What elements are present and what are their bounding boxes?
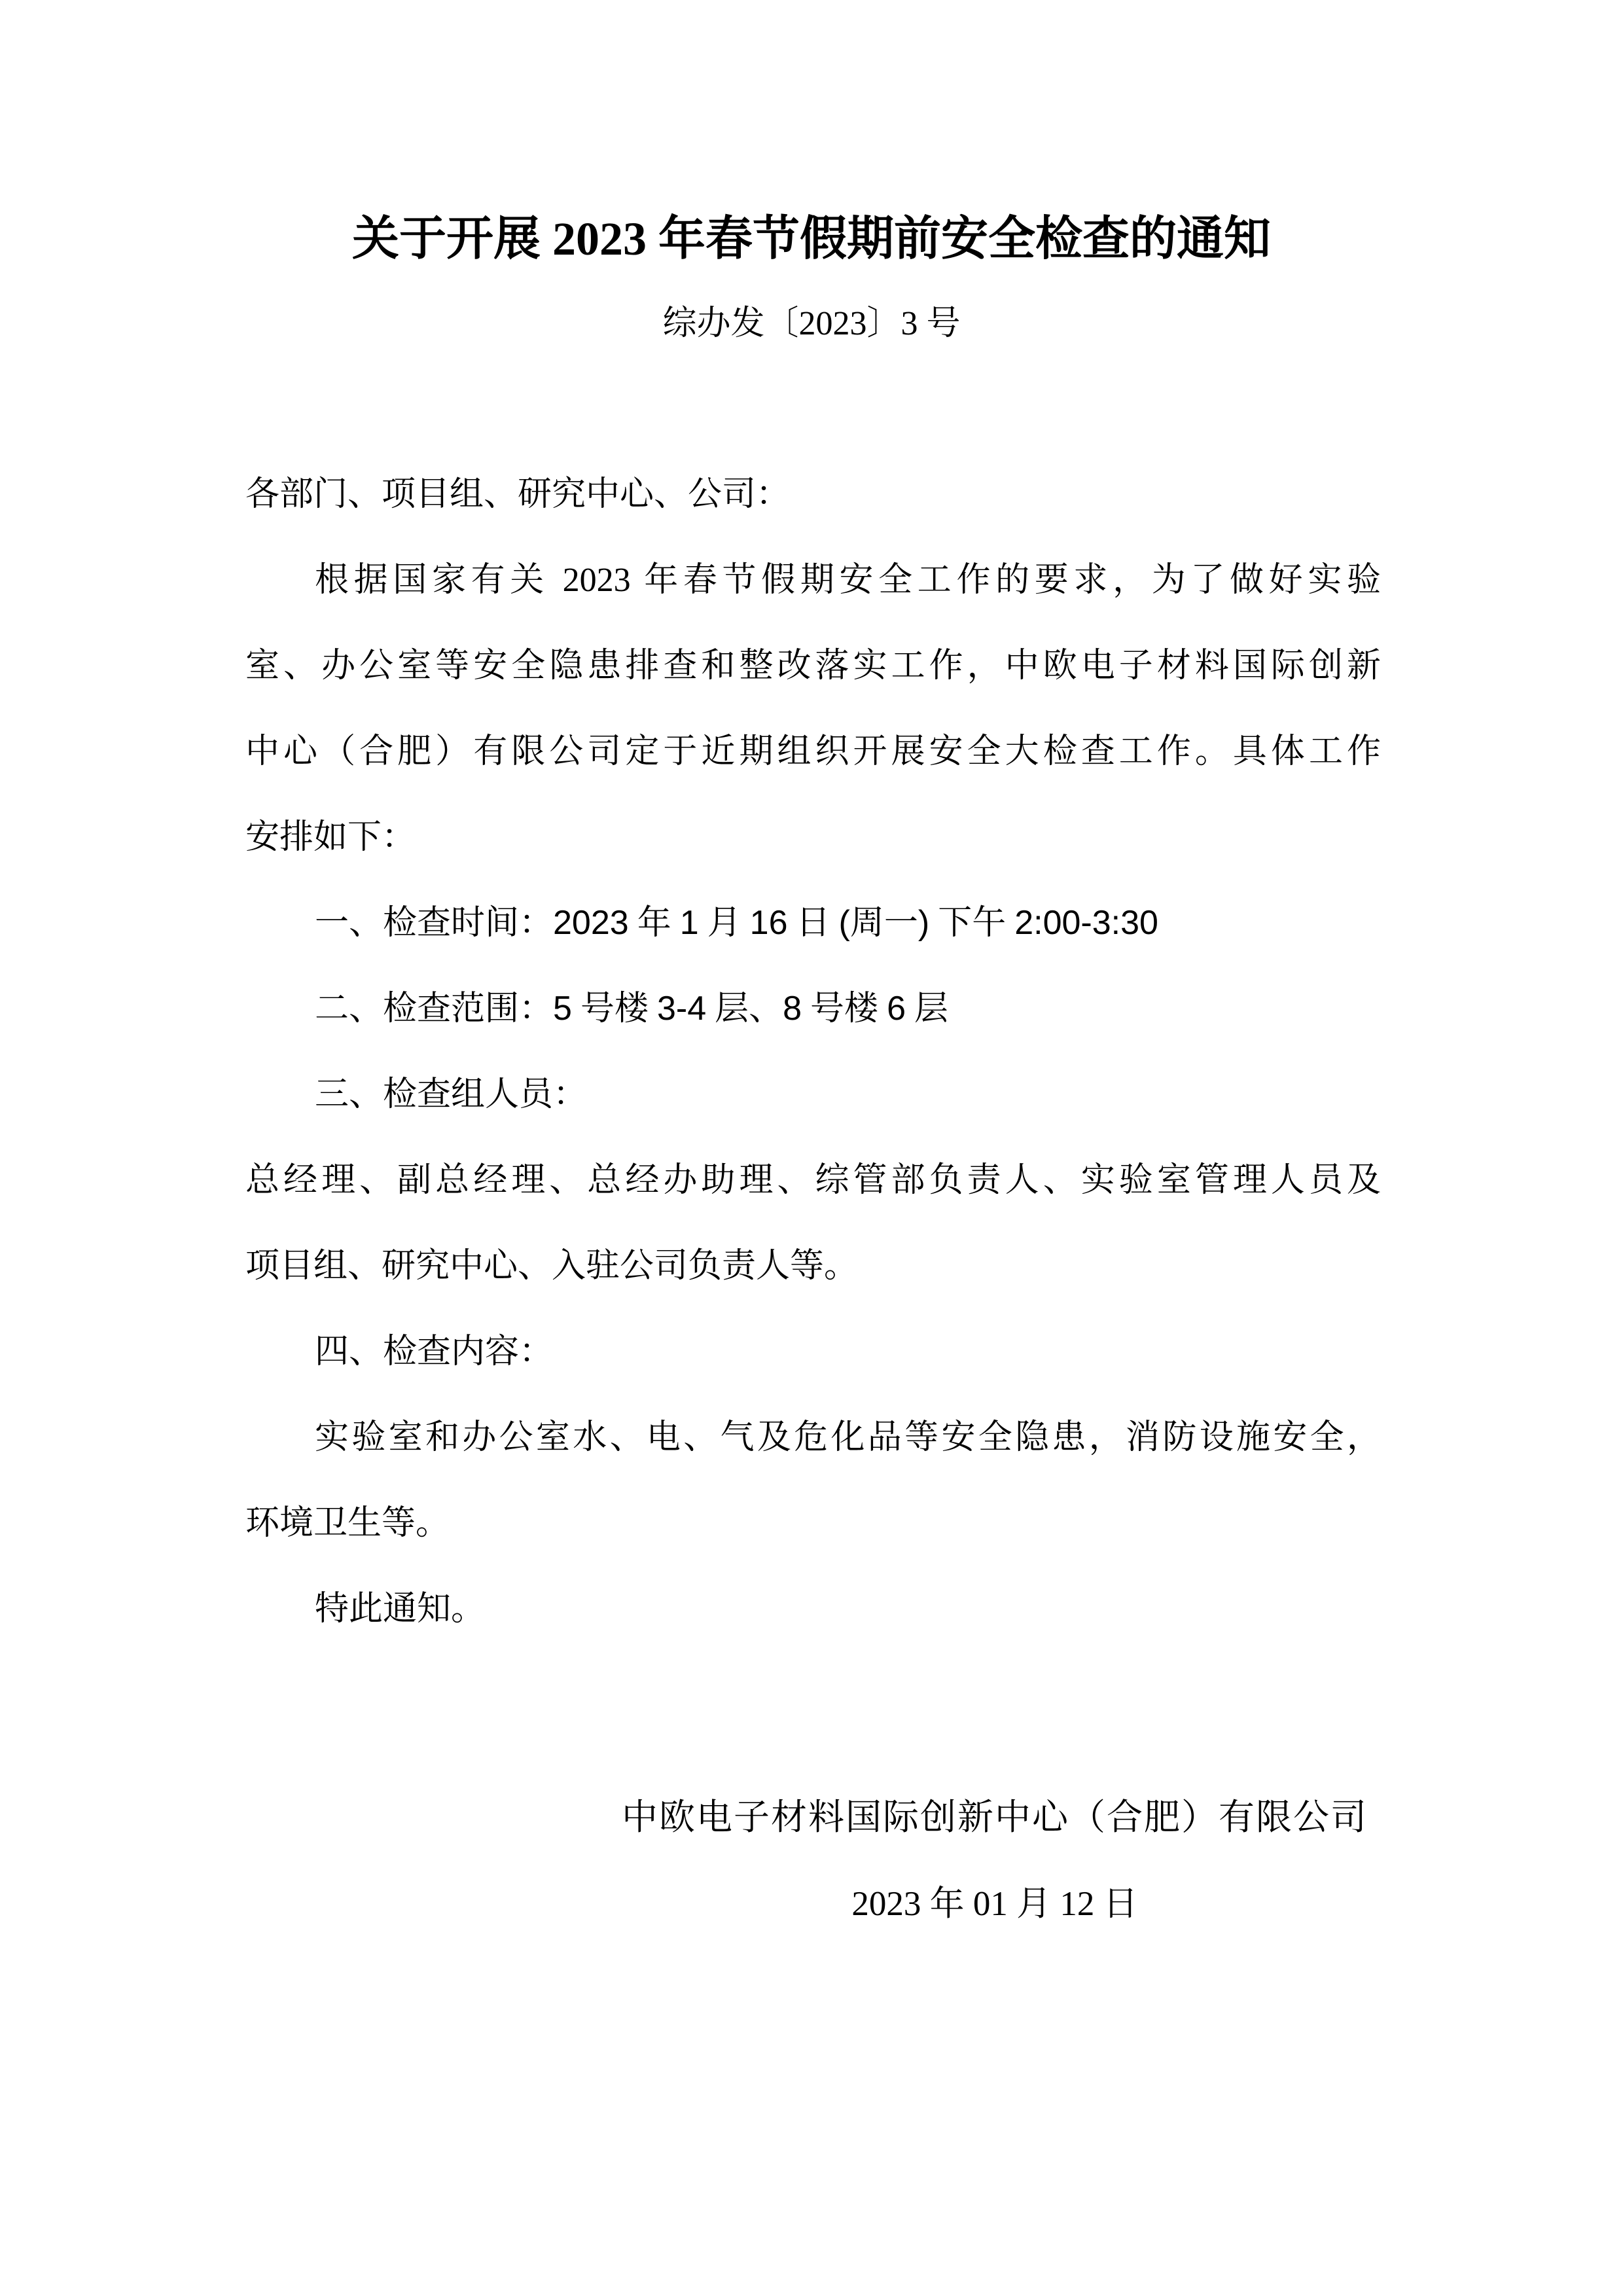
text-segment: 周一	[849, 905, 918, 942]
text-segment: 2023	[553, 904, 629, 942]
intro-paragraph-line-4: 安排如下：	[245, 819, 416, 856]
text-segment: )	[918, 904, 930, 942]
signature-date: 2023 年 01 月 12 日	[851, 1885, 1138, 1923]
text-segment: 6	[887, 990, 906, 1028]
text-segment: 2:00-3:30	[1014, 904, 1158, 942]
team-members-line-1: 总经理、副总经理、总经办助理、综管部负责人、实验室管理人员及	[245, 1162, 1381, 1199]
text-segment: 月	[698, 905, 750, 942]
text-segment: 号楼	[802, 990, 887, 1028]
item-check-time-label: 一、检查时间：	[315, 905, 554, 942]
salutation-line: 各部门、项目组、研究中心、公司：	[245, 476, 791, 513]
text-segment: 16	[749, 904, 788, 942]
document-body	[245, 452, 1381, 1652]
signature-block	[622, 1774, 1368, 1948]
text-segment: 日	[787, 905, 839, 942]
signature-company: 中欧电子材料国际创新中心（合肥）有限公司	[621, 1797, 1368, 1837]
text-segment: 层、	[706, 990, 783, 1028]
text-segment: 号楼	[571, 990, 657, 1028]
text-segment: (	[838, 904, 850, 942]
item-check-scope-value	[553, 990, 948, 1028]
text-segment: 下午	[929, 905, 1015, 942]
text-segment: 1	[679, 904, 699, 942]
text-segment: 3-4	[656, 990, 707, 1028]
text-segment: 年	[628, 905, 680, 942]
text-segment: 层	[905, 990, 948, 1028]
check-content-line-2: 环境卫生等。	[245, 1505, 450, 1542]
team-members-line-2: 项目组、研究中心、入驻公司负责人等。	[245, 1247, 859, 1285]
intro-paragraph-line-3: 中心（合肥）有限公司定于近期组织开展安全大检查工作。具体工作	[245, 733, 1381, 770]
item-check-time	[245, 880, 1381, 966]
item-check-team-heading: 三、检查组人员：	[315, 1076, 588, 1113]
item-check-time-value	[553, 905, 1158, 942]
item-check-content-heading: 四、检查内容：	[315, 1333, 554, 1371]
document-number: 综办发〔2023〕3 号	[662, 305, 961, 342]
item-check-scope	[245, 966, 1381, 1052]
intro-paragraph-line-2: 室、办公室等安全隐患排查和整改落实工作，中欧电子材料国际创新	[245, 647, 1381, 685]
text-segment: 5	[553, 990, 572, 1028]
text-segment: 8	[783, 990, 802, 1028]
closing-line: 特此通知。	[315, 1590, 486, 1628]
item-check-scope-label: 二、检查范围：	[315, 990, 554, 1028]
intro-paragraph-line-1: 根据国家有关 2023 年春节假期安全工作的要求，为了做好实验	[315, 562, 1381, 599]
document-title: 关于开展 2023 年春节假期前安全检查的通知	[351, 213, 1271, 265]
check-content-line-1: 实验室和办公室水、电、气及危化品等安全隐患，消防设施安全，	[315, 1419, 1381, 1456]
